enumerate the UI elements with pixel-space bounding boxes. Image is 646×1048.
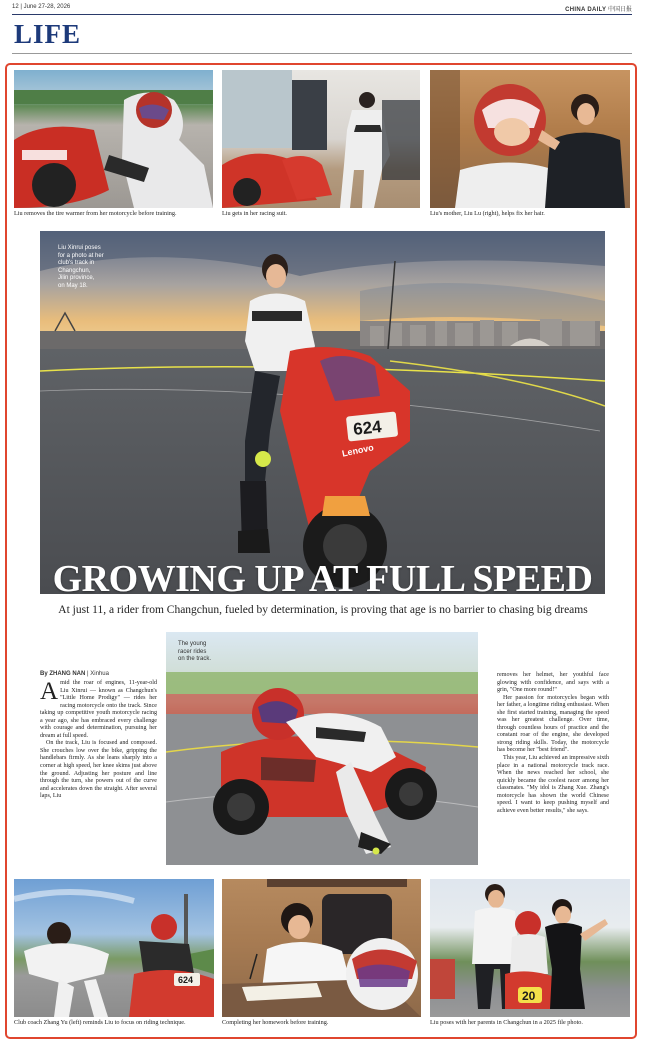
paper-name-cn: 中国日报 [607,7,632,13]
main-caption-line: Jilin province, [58,275,95,281]
byline: By ZHANG NAN | Xinhua [40,671,109,677]
article-column-right [497,672,609,815]
photo-racing-suit [222,70,420,208]
caption-top-3: Liu's mother, Liu Lu (right), helps fix her hair. [430,210,545,217]
section-rule [12,53,632,54]
caption-bottom-1: Club coach Zhang Yu (left) reminds Liu to focus on riding technique. [14,1019,186,1026]
photo-track-ride-art [166,632,478,865]
middle-caption-line: on the track. [178,656,212,662]
middle-caption-line: The young [178,641,207,647]
main-photo-art [40,231,605,594]
photo-coach [14,879,214,1017]
main-caption-line: on May 18. [58,282,88,289]
article-paragraph: removes her helmet, her youthful face glowing with confidence, and says with a grin, "One more round!" [497,672,609,694]
dropcap: A [40,678,59,705]
paragraph-text: mid the roar of engines, 11-year-old Liu Xinrui — known as Changchun's "Little Home Prodigy" — rides her racing motorcycle onto the track. Since taking up competitive youth motorcycle racing a year ago, she has embraced every challenge with courage and determination, pursuing her dream at full speed. [40,680,157,739]
photo-tire-warmer [14,70,213,208]
paper-name: CHINA DAILY [565,7,607,13]
article-column-left [40,680,157,801]
photo-coach-art [14,879,214,1017]
coach-photo-bike-number: 624 [178,975,194,985]
caption-top-2: Liu gets in her racing suit. [222,210,287,217]
middle-caption-line: racer rides [178,648,207,655]
main-photo [40,231,605,594]
photo-racing-suit-art [222,70,420,208]
photo-hair-help [430,70,630,208]
photo-parents-art [430,879,630,1017]
main-caption-line: for a photo at her [58,252,104,259]
article-paragraph: This year, Liu achieved an impressive sixth place in a national motorcycle track race. When the news reached her school, she quickly became the coolest racer among her classmates. "My idol is Zhang Xue. Zhang's motorcycle has shown the world Chinese speed. I want to keep pushing myself and achieve even better results," she says. [497,755,609,814]
main-caption-line: Liu Xinrui poses [58,245,101,251]
top-bar [12,4,632,14]
photo-track-ride [166,632,478,865]
section-title: LIFE [14,19,82,49]
byline-agency: Xinhua [90,671,109,677]
parents-bike-number: 20 [522,989,536,1003]
article-paragraph: On the track, Liu is focused and composed. She crouches low over the bike, gripping the handlebars firmly. As she leans sharply into a corner at high speed, her knee skims just above the ground. Adjusting her posture and line through the turn, she powers out of the curve and accelerates down the straight. After several laps, Liu [40,740,157,800]
article-paragraph: Her passion for motorcycles began with her father, a longtime riding enthusiast. When she first started training, managing the speed was her greatest challenge. Over time, through countless hours of practice and the constant roar of the engine, she developed strong riding skills. Today, the motorcycle has become her "best friend". [497,694,609,754]
photo-hair-help-art [430,70,630,208]
deck: At just 11, a rider from Changchun, fueled by determination, is proving that age is no barrier to chasing big dreams [58,604,588,616]
top-rule [12,14,632,15]
photo-homework [222,879,421,1017]
photo-parents [430,879,630,1017]
photo-homework-art [222,879,421,1017]
main-bike-number: 624 [352,417,383,439]
main-caption-line: club's track in [58,260,95,266]
caption-bottom-3: Liu poses with her parents in Changchun in a 2025 file photo. [430,1019,583,1026]
article-paragraph [40,680,157,740]
page-info: 12 | June 27-28, 2026 [12,4,71,10]
byline-author: By ZHANG NAN [40,671,86,677]
photo-tire-warmer-art [14,70,213,208]
caption-bottom-2: Completing her homework before training. [222,1019,329,1026]
headline: GROWING UP AT FULL SPEED [52,558,593,600]
main-bike-brand: Lenovo [341,442,375,459]
main-caption-line: Changchun, [58,267,91,274]
caption-top-1: Liu removes the tire warmer from her motorcycle before training. [14,210,177,217]
main-photo-caption [58,245,104,290]
masthead [565,4,632,13]
middle-photo-caption [178,641,211,664]
